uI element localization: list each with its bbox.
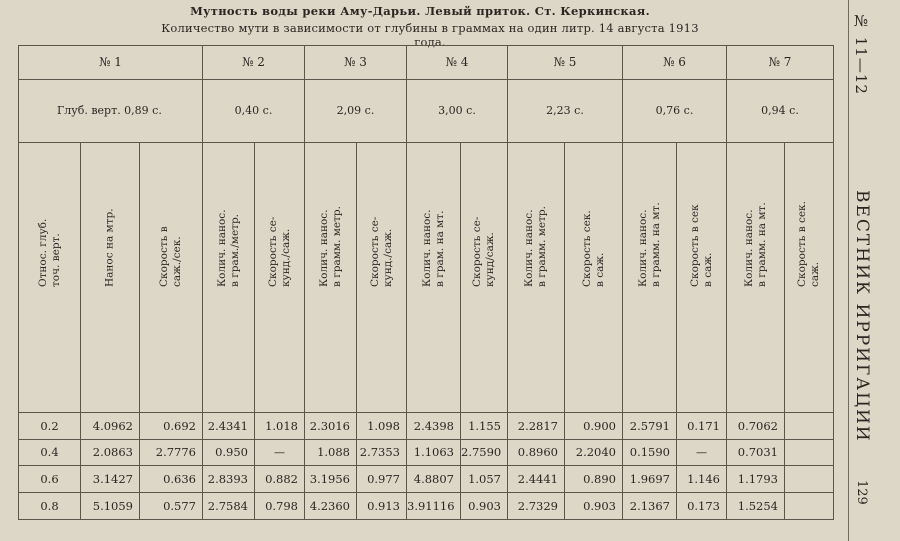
table-cell	[785, 439, 834, 466]
vertical-number-row	[19, 46, 834, 80]
table-cell: 2.0863	[81, 439, 140, 466]
column-header: Колич. нанос. в грамм. метр.	[508, 142, 565, 412]
table-row	[19, 493, 834, 520]
table-cell: 0.890	[565, 466, 623, 493]
column-header: Колич. нанос. в грамм. на мт.	[623, 142, 677, 412]
table-cell	[785, 412, 834, 439]
table-cell: 0.171	[677, 412, 727, 439]
table-cell: 5.1059	[81, 493, 140, 520]
table-cell: 2.3016	[305, 412, 357, 439]
vertical-label: № 7	[727, 46, 834, 80]
table-cell: 1.146	[677, 466, 727, 493]
column-header-row	[19, 142, 834, 412]
column-header: Скорость в сек в саж.	[677, 142, 727, 412]
table-cell: 1.5254	[727, 493, 785, 520]
table-cell: 0.7062	[727, 412, 785, 439]
table-cell: 4.0962	[81, 412, 140, 439]
table-cell: 2.5791	[623, 412, 677, 439]
table-cell: 2.1367	[623, 493, 677, 520]
table-cell: 0.1590	[623, 439, 677, 466]
table-cell: 0.900	[565, 412, 623, 439]
table-cell: 1.088	[305, 439, 357, 466]
vertical-label: № 6	[623, 46, 727, 80]
table-cell: —	[255, 439, 305, 466]
column-header: Колич. нанос. в грамм. на мт.	[727, 142, 785, 412]
vertical-label: № 4	[407, 46, 508, 80]
vertical-label: № 1	[19, 46, 203, 80]
vertical-label: № 3	[305, 46, 407, 80]
table-row	[19, 466, 834, 493]
column-header: Скорость се- кунд./саж.	[255, 142, 305, 412]
vertical-label: № 2	[203, 46, 305, 80]
vertical-depth: 0,40 с.	[203, 79, 305, 142]
table-cell: 2.8393	[203, 466, 255, 493]
table-cell: 1.1793	[727, 466, 785, 493]
table-cell: 2.7776	[140, 439, 203, 466]
table-title: Мутность воды реки Аму-Дарьи. Левый приток. Ст. Керкинская.	[190, 4, 650, 18]
vertical-label: № 5	[508, 46, 623, 80]
table-cell: 3.91116	[407, 493, 461, 520]
column-header: Нанос на мтр.	[81, 142, 140, 412]
vertical-depth: 0,94 с.	[727, 79, 834, 142]
journal-title: ВЕСТНИК ИРРИГАЦИИ	[852, 190, 872, 443]
vertical-depth: 2,23 с.	[508, 79, 623, 142]
table-cell	[785, 466, 834, 493]
table-cell: 2.4341	[203, 412, 255, 439]
issue-number: № 11—12	[852, 12, 870, 95]
table-cell	[785, 493, 834, 520]
table-cell: 4.2360	[305, 493, 357, 520]
column-header: Колич. нанос. в грам. на мт.	[407, 142, 461, 412]
table-cell: 2.4398	[407, 412, 461, 439]
table-subtitle: Количество мути в зависимости от глубины в граммах на один литр. 14 августа 1913 года.	[161, 21, 699, 49]
vertical-depth: Глуб. верт. 0,89 с.	[19, 79, 203, 142]
relative-depth-cell: 0.6	[19, 466, 81, 493]
table-cell: 0.903	[565, 493, 623, 520]
column-header: Скорость в саж./сек.	[140, 142, 203, 412]
table-cell: 2.2040	[565, 439, 623, 466]
vertical-depth-row	[19, 79, 834, 142]
table-cell: 1.9697	[623, 466, 677, 493]
column-header: Скорость в сек. саж.	[785, 142, 834, 412]
table-cell: 1.018	[255, 412, 305, 439]
table-cell: —	[677, 439, 727, 466]
table-cell: 0.692	[140, 412, 203, 439]
table-cell: 2.7590	[461, 439, 508, 466]
table-cell: 0.913	[357, 493, 407, 520]
table-cell: 2.2817	[508, 412, 565, 439]
table-cell: 0.950	[203, 439, 255, 466]
relative-depth-cell: 0.4	[19, 439, 81, 466]
column-header: Скорость се- кунд./саж.	[357, 142, 407, 412]
column-header: Колич. нанос. в грамм. метр.	[305, 142, 357, 412]
table-cell: 0.798	[255, 493, 305, 520]
column-header: Относ. глуб. точ. верт.	[19, 142, 81, 412]
table-cell: 0.977	[357, 466, 407, 493]
table-cell: 0.8960	[508, 439, 565, 466]
table-cell: 1.1063	[407, 439, 461, 466]
table-cell: 0.882	[255, 466, 305, 493]
table-cell: 3.1956	[305, 466, 357, 493]
table-cell: 2.4441	[508, 466, 565, 493]
column-header: Колич. нанос. в грам./метр.	[203, 142, 255, 412]
table-row	[19, 412, 834, 439]
table-cell: 0.7031	[727, 439, 785, 466]
table-cell: 0.173	[677, 493, 727, 520]
table-cell: 1.057	[461, 466, 508, 493]
vertical-depth: 0,76 с.	[623, 79, 727, 142]
table-cell: 4.8807	[407, 466, 461, 493]
table-cell: 0.903	[461, 493, 508, 520]
table-cell: 0.577	[140, 493, 203, 520]
page-number: 129	[854, 480, 869, 505]
relative-depth-cell: 0.2	[19, 412, 81, 439]
table-cell: 3.1427	[81, 466, 140, 493]
table-row	[19, 439, 834, 466]
table-cell: 2.7353	[357, 439, 407, 466]
column-header: Скорость сек. в саж.	[565, 142, 623, 412]
table-cell: 1.098	[357, 412, 407, 439]
vertical-depth: 3,00 с.	[407, 79, 508, 142]
table-cell: 1.155	[461, 412, 508, 439]
table-cell: 0.636	[140, 466, 203, 493]
table-cell: 2.7329	[508, 493, 565, 520]
vertical-depth: 2,09 с.	[305, 79, 407, 142]
relative-depth-cell: 0.8	[19, 493, 81, 520]
table-cell: 2.7584	[203, 493, 255, 520]
column-header: Скорость се- кунд/саж.	[461, 142, 508, 412]
turbidity-table	[18, 45, 834, 520]
